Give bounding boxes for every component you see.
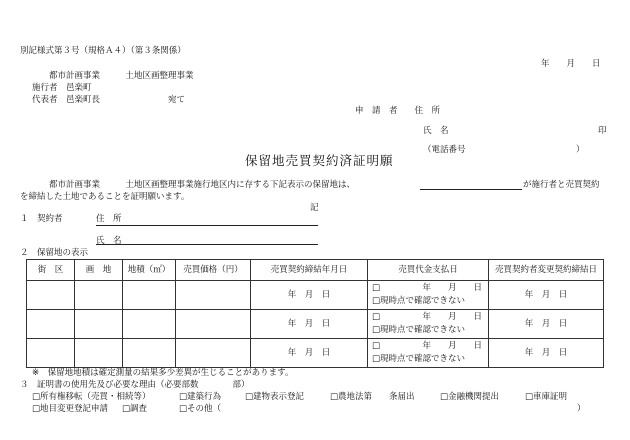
cell-payment[interactable] — [368, 310, 489, 339]
cell-block[interactable] — [27, 281, 75, 310]
note-text: ※ 保留地地積は確定測量の結果多少差異が生じることがあります。 — [32, 368, 294, 378]
header-payment-date: 売買代金支払日 — [368, 260, 489, 281]
form-id: 別記様式第３号（規格Ａ４）（第３条関係） — [20, 46, 186, 56]
reason-garage[interactable]: □車庫証明 — [525, 392, 568, 402]
reason-land-category[interactable]: □地目変更登記申請 — [32, 404, 109, 414]
section-1-label: １ 契約者 — [20, 214, 63, 224]
cell-payment[interactable] — [368, 339, 489, 368]
cell-contract-date[interactable]: 年 月 日 — [251, 310, 368, 339]
reason-other[interactable]: □その他（ — [179, 404, 222, 414]
cell-price[interactable] — [176, 339, 251, 368]
cell-change-date[interactable]: 年 月 日 — [489, 339, 604, 368]
pay-unknown-checkbox[interactable]: □現時点で確認できない — [372, 296, 466, 306]
applicant-name-label: 氏 名 — [423, 126, 449, 136]
cell-change-date[interactable]: 年 月 日 — [489, 310, 604, 339]
cell-lot[interactable] — [75, 310, 123, 339]
implementer: 施行者 邑楽町 — [32, 83, 92, 93]
body-text-2: を締結した土地であることを証明願います。 — [20, 192, 190, 202]
header-contract-date: 売買契約締結年月日 — [251, 260, 368, 281]
cell-change-date[interactable]: 年 月 日 — [489, 281, 604, 310]
buyer-blank[interactable] — [420, 189, 522, 190]
phone-label: （電話番号 ） — [423, 145, 585, 155]
reserved-land-table — [26, 259, 604, 368]
table-row — [27, 310, 604, 339]
cell-lot[interactable] — [75, 339, 123, 368]
header-price: 売買価格（円） — [176, 260, 251, 281]
cell-area[interactable] — [123, 339, 176, 368]
pay-date-checkbox[interactable]: □ 年 月 日 — [372, 283, 483, 293]
header-change-date: 売買契約者変更契約締結日 — [489, 260, 604, 281]
table-row — [27, 339, 604, 368]
section-3-label: ３ 証明書の使用先及び必要な理由（必要部数 部） — [20, 380, 250, 390]
cell-area[interactable] — [123, 310, 176, 339]
name-label: 氏 名 — [96, 236, 122, 246]
header-lot: 画 地 — [75, 260, 123, 281]
address-label: 住 所 — [96, 214, 122, 224]
cell-payment[interactable] — [368, 281, 489, 310]
address-line[interactable] — [96, 225, 318, 226]
header-block: 街 区 — [27, 260, 75, 281]
reason-survey[interactable]: □調査 — [122, 404, 148, 414]
ki-mark: 記 — [310, 203, 319, 213]
reason-building-registration[interactable]: □建物表示登記 — [245, 392, 305, 402]
project-name: 都市計画事業 土地区画整理事業 — [49, 71, 194, 81]
applicant-address-label: 申 請 者 住 所 — [355, 106, 441, 116]
cell-block[interactable] — [27, 339, 75, 368]
cell-block[interactable] — [27, 310, 75, 339]
cell-contract-date[interactable]: 年 月 日 — [251, 339, 368, 368]
pay-date-checkbox[interactable]: □ 年 月 日 — [372, 341, 483, 351]
name-line[interactable] — [96, 244, 318, 245]
cell-contract-date[interactable]: 年 月 日 — [251, 281, 368, 310]
reason-building[interactable]: □建築行為 — [179, 392, 222, 402]
section-2-label: ２ 保留地の表示 — [20, 248, 89, 258]
seal-mark: 印 — [598, 126, 607, 136]
reason-farmland[interactable]: □農地法第 条届出 — [330, 392, 415, 402]
pay-unknown-checkbox[interactable]: □現時点で確認できない — [372, 325, 466, 335]
body-text-1b: が施行者と売買契約 — [523, 180, 600, 190]
table-row — [27, 281, 604, 310]
reason-bank[interactable]: □金融機関提出 — [440, 392, 500, 402]
representative: 代表者 邑楽町長 宛て — [32, 95, 186, 105]
pay-unknown-checkbox[interactable]: □現時点で確認できない — [372, 354, 466, 364]
cell-lot[interactable] — [75, 281, 123, 310]
body-text-1a: 都市計画事業 土地区画整理事業施行地区内に存する下記表示の保留地は、 — [49, 180, 356, 190]
document-title: 保留地売買契約済証明願 — [245, 153, 394, 168]
other-close-paren: ） — [577, 404, 586, 414]
cell-area[interactable] — [123, 281, 176, 310]
date-line: 年 月 日 — [541, 59, 601, 69]
reason-transfer[interactable]: □所有権移転（売買・相続等） — [32, 392, 151, 402]
cell-price[interactable] — [176, 310, 251, 339]
header-area: 地積（㎡） — [123, 260, 176, 281]
pay-date-checkbox[interactable]: □ 年 月 日 — [372, 312, 483, 322]
cell-price[interactable] — [176, 281, 251, 310]
